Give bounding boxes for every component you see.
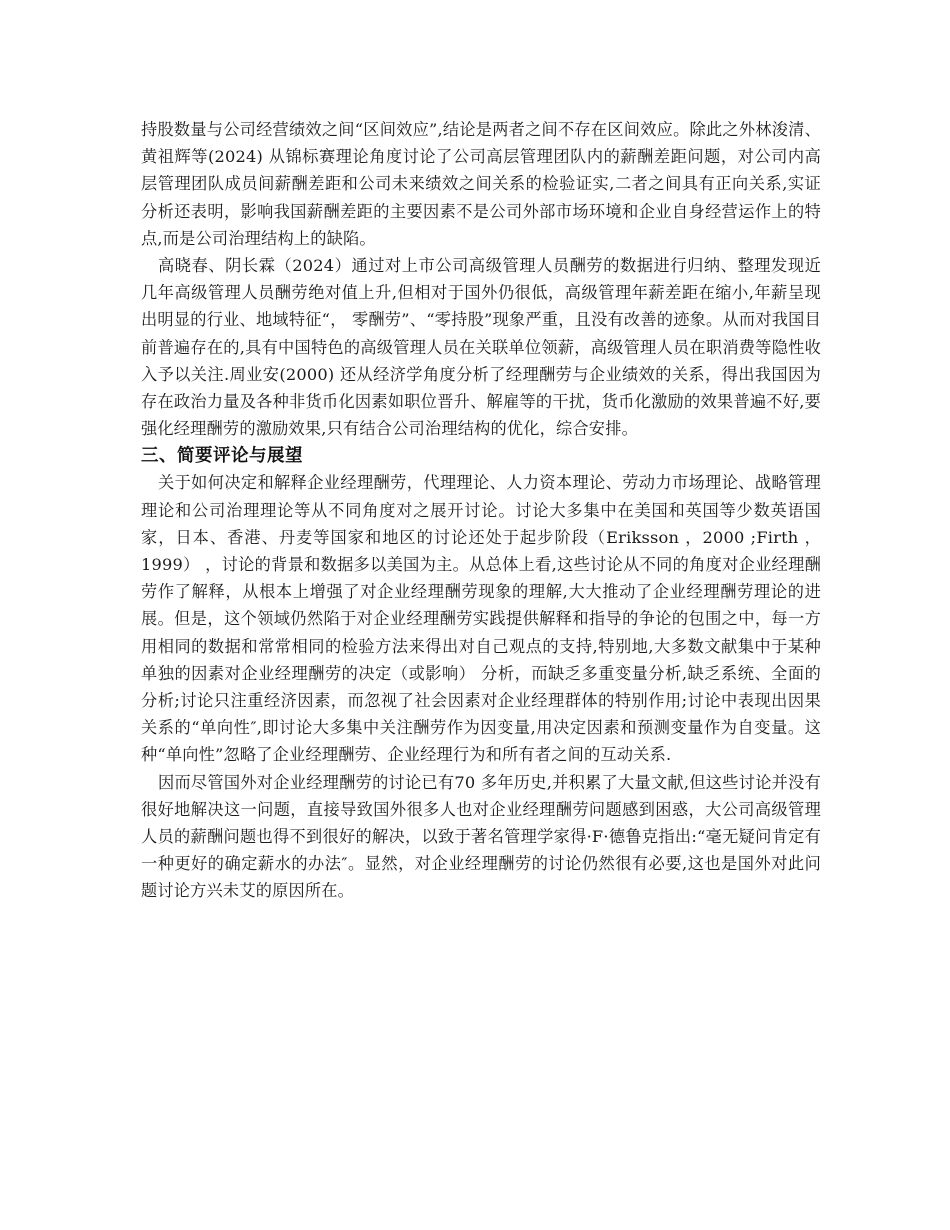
paragraph-continued: 持股数量与公司经营绩效之间“区间效应”,结论是两者之间不存在区间效应。除此之外林浚清、黄祖辉等(2024) 从锦标赛理论角度讨论了公司高层管理团队内的薪酬差距问题，对公司内高层管理团队成员间薪酬差距和公司未来绩效之间关系的检验证实,二者之间具有正向关系,实证分析还表明，影响我国薪酬差距的主要因素不是公司外部市场环境和企业自身经营运作上的特点,而是公司治理结构上的缺陷。 (141, 120, 821, 248)
document-page (141, 116, 821, 905)
paragraph-conclusion: 因而尽管国外对企业经理酬劳的讨论已有70 多年历史,并积累了大量文献,但这些讨论并没有很好地解决这一问题，直接导致国外很多人也对企业经理酬劳问题感到困惑，大公司高级管理人员的薪酬问题也得不到很好的解决，以致于著名管理学家得·F·德鲁克指出:“毫无疑问肯定有一种更好的确定薪水的办法″。显然，对企业经理酬劳的讨论仍然很有必要,这也是国外对此问题讨论方兴未艾的原因所在。 (141, 772, 821, 901)
paragraph-review: 关于如何决定和解释企业经理酬劳，代理理论、人力资本理论、劳动力市场理论、战略管理理论和公司治理理论等从不同角度对之展开讨论。讨论大多集中在美国和英国等少数英语国家，日本、香港、丹麦等国家和地区的讨论还处于起步阶段（Eriksson ，2000 ;Firth ，1999） ，讨论的背景和数据多以美国为主。从总体上看,这些讨论从不同的角度对企业经理酬劳作了解释，从根本上增强了对企业经理酬劳现象的理解,大大推动了企业经理酬劳理论的进展。但是，这个领域仍然陷于对企业经理酬劳实践提供解释和指导的争论的包围之中，每一方用相同的数据和常常相同的检验方法来得出对自己观点的支持,特别地,大多数文献集中于某种单独的因素对企业经理酬劳的决定（或影响） 分析，而缺乏多重变量分析,缺乏系统、全面的分析;讨论只注重经济因素，而忽视了社会因素对企业经理群体的特别作用;讨论中表现出因果关系的“单向性″,即讨论大多集中关注酬劳作为因变量,用决定因素和预测变量作为自变量。这种“单向性”忽略了企业经理酬劳、企业经理行为和所有者之间的互动关系. (141, 473, 821, 765)
paragraph-gao-xiaochun: 高晓春、阴长霖（2024）通过对上市公司高级管理人员酬劳的数据进行归纳、整理发现近几年高级管理人员酬劳绝对值上升,但相对于国外仍很低，高级管理年薪差距在缩小,年薪呈现出明显的行业、地域特征“， 零酬劳”、“零持股”现象严重，且没有改善的迹象。从而对我国目前普遍存在的,具有中国特色的高级管理人员在关联单位领薪，高级管理人员在职消费等隐性收入予以关注.周业安(2000) 还从经济学角度分析了经理酬劳与企业绩效的关系，得出我国因为存在政治力量及各种非货币化因素如职位晋升、解雇等的干扰，货币化激励的效果普遍不好,要强化经理酬劳的激励效果,只有结合公司治理结构的优化，综合安排。 (141, 256, 821, 439)
section-heading: 三、简要评论与展望 (141, 446, 303, 467)
